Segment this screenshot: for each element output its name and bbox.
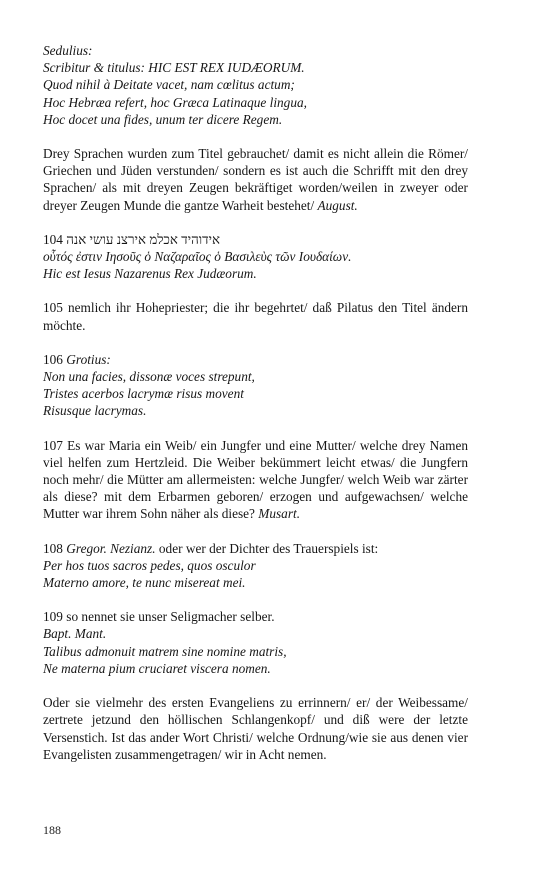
- quote-author: Bapt. Mant.: [43, 626, 107, 642]
- note-108: [43, 540, 468, 592]
- verse-line: Materno amore, te nunc misereat mei.: [43, 575, 246, 591]
- verse-line: Hoc docet una fides, unum ter dicere Regem.: [43, 111, 283, 127]
- verse-line: Per hos tuos sacros pedes, quos osculor: [43, 557, 256, 573]
- note-text: oder wer der Dichter des Trauerspiels ist:: [158, 540, 379, 556]
- note-104: [43, 231, 468, 283]
- page-number: 188: [43, 823, 61, 837]
- quote-author: Gregor. Nezianz.: [66, 540, 156, 556]
- latin-title: Hic est Iesus Nazarenus Rex Judæorum.: [43, 266, 257, 282]
- verse-line: Talibus admonuit matrem sine nomine matris,: [43, 643, 287, 659]
- page-content: [43, 42, 468, 780]
- note-109: [43, 608, 468, 677]
- sedulius-quote: [43, 42, 468, 128]
- note-text: 105 nemlich ihr Hohepriester; die ihr begehrtet/ daß Pilatus den Titel ändern möchte.: [43, 300, 468, 333]
- paragraph-text: Drey Sprachen wurden zum Titel gebrauchet/ damit es nicht allein die Römer/ Griechen und Jüden verstunden/ sondern es ist auch die Schrifft mit den drey Sprachen/ als mit dreyen Zeugen bekräftiget worden/weilen in zweyer oder dreyer Zeugen Munde die gantze Warheit bestehet/: [43, 146, 468, 213]
- paragraph-drey-sprachen: [43, 145, 468, 214]
- source-citation: August.: [317, 197, 358, 213]
- verse-line: Ne materna pium cruciaret viscera nomen.: [43, 660, 271, 676]
- note-number: 104: [43, 231, 63, 247]
- verse-line: Risusque lacrymas.: [43, 403, 147, 419]
- verse-line: Hoc Hebræa refert, hoc Græca Latinaque lingua,: [43, 94, 307, 110]
- note-106-heading: [43, 351, 468, 368]
- note-105: [43, 299, 468, 333]
- verse-line: Scribitur & titulus: HIC EST REX IUDÆORUM.: [43, 60, 305, 76]
- greek-title: οὗτός ἐστιν Ιησοῦς ὁ Ναζαραῖος ὁ Βασιλεὺς τῶν Ιουδαίων.: [43, 249, 352, 265]
- verse-line: Non una facies, dissonæ voces strepunt,: [43, 369, 255, 385]
- verse-line: Quod nihil à Deitate vacet, nam cœlitus actum;: [43, 77, 295, 93]
- note-text: 109 so nennet sie unser Seligmacher selber.: [43, 609, 275, 625]
- note-number: 108: [43, 540, 63, 556]
- paragraph-text: Oder sie vielmehr des ersten Evangeliens zu errinnern/ er/ der Weibessame/ zertrete jetzund den höllischen Schlangenkopf/ und diß were der letzte Versenstich. Ist das ander Wort Christi/ welche Ordnung/wie sie aus denen vier Evangelisten zusammengetragen/ wir in Acht nemen.: [43, 695, 468, 762]
- note-106: [43, 351, 468, 420]
- note-text: 107 Es war Maria ein Weib/ ein Jungfer und eine Mutter/ welche drey Namen viel helfen zum Hertzleid. Die Weiber bekümmert leicht etwas/ die Jungfern noch mehr/ die Mütter am allermeisten: welche Jungfer/ welch Weib war zärter als diese? mit dem Erbarmen geboren/ erzogen und aufgewachsen/ welche Mutter war ihrem Sohn näher als diese?: [43, 437, 468, 522]
- note-104-heading: [43, 231, 468, 248]
- closing-paragraph: [43, 694, 468, 763]
- verse-line: Tristes acerbos lacrymæ risus movent: [43, 386, 244, 402]
- note-107: [43, 437, 468, 523]
- quote-author: Sedulius:: [43, 43, 93, 58]
- note-108-heading: [43, 540, 468, 557]
- note-number: 106: [43, 351, 63, 367]
- hebrew-title: אידוהיד אכלמ אירצנ עושי אנה: [66, 231, 221, 247]
- source-citation: Musart.: [258, 506, 301, 522]
- quote-author: Grotius:: [66, 351, 111, 367]
